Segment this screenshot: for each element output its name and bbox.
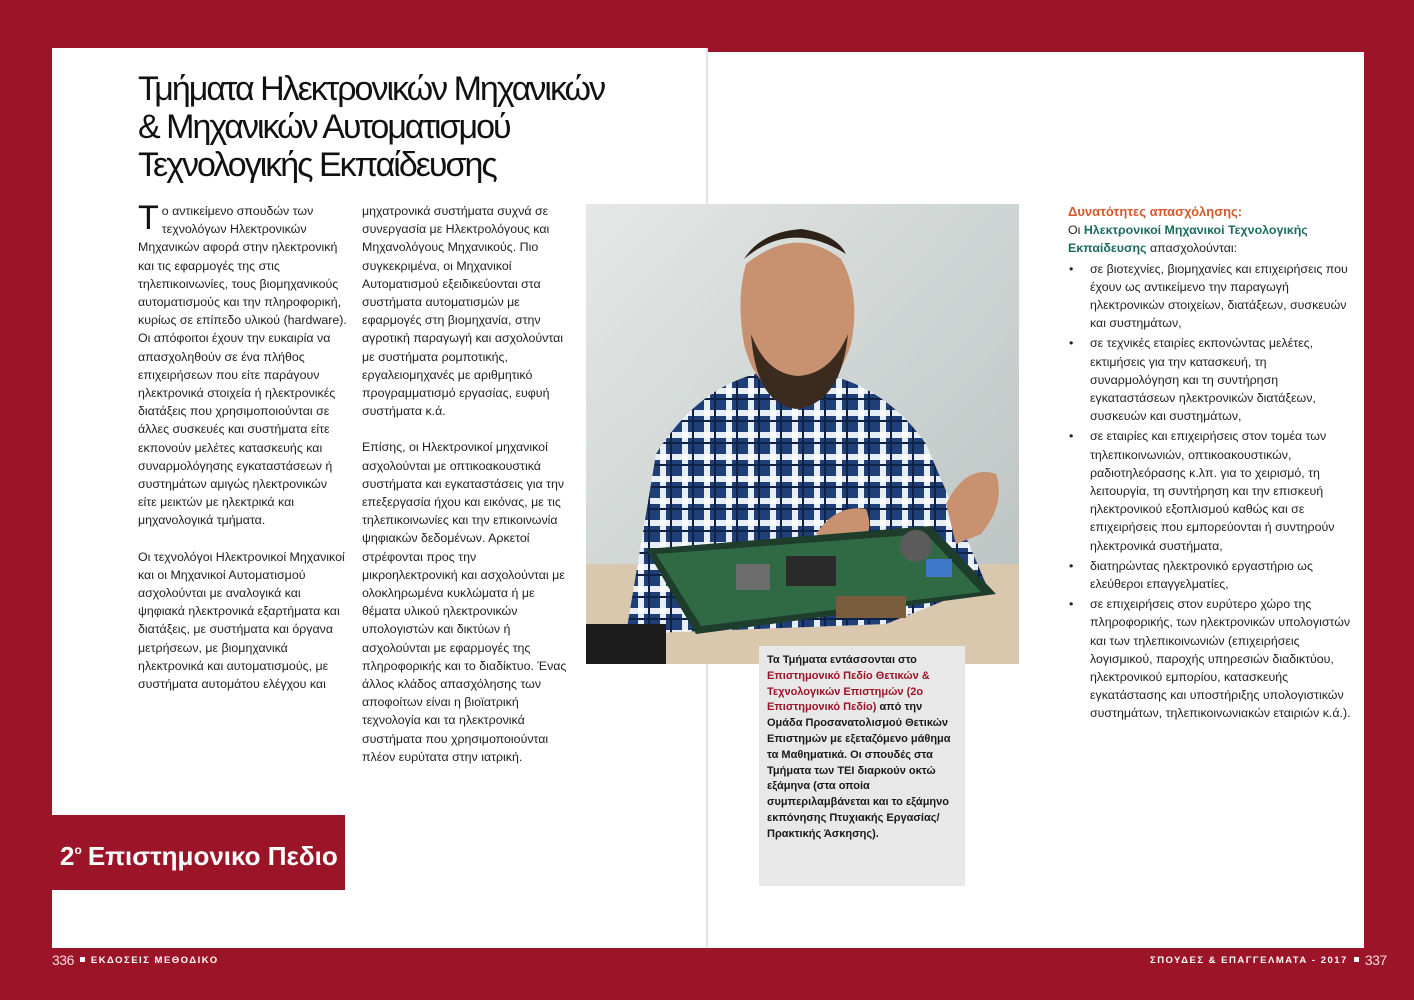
page-number-left: 336 xyxy=(52,952,74,968)
publication-name: ΣΠΟΥΔΕΣ & ΕΠΑΓΓΕΛΜΑΤΑ - 2017 xyxy=(1150,955,1348,966)
square-bullet-icon xyxy=(1354,957,1359,962)
body-column-2 xyxy=(362,202,572,784)
info-caption-box xyxy=(759,646,965,886)
intro-prefix: Οι xyxy=(1068,223,1081,238)
title-line-1: Τμήματα Ηλεκτρονικών Μηχανικών xyxy=(138,70,605,108)
employment-item: • σε εταιρίες και επιχειρήσεις στον τομέα των τηλεπικοινωνιών, οπτικοακουστικών, ραδιοτηλεόρασης κ.λπ. για το χειρισμό, τη λειτουργία, τη συντήρηση και την επισκευή ηλεκτρονικού εξοπλισμού καθώς και σε επιχειρήσεις που εμπορεύονται ή συντηρούν ηλεκτρονικά συστήματα, xyxy=(1068,427,1358,554)
employment-item: • σε τεχνικές εταιρίες εκπονώντας μελέτες, εκτιμήσεις για την κατασκευή, τη συναρμολόγηση και τη συντήρηση εγκαταστάσεων ηλεκτρονικών διατάξεων, συσκευών και συστημάτων, xyxy=(1068,334,1358,425)
title-line-3: Τεχνολογικής Εκπαίδευσης xyxy=(138,146,496,184)
employment-heading: Δυνατότητες απασχόλησης: xyxy=(1068,204,1243,219)
intro-paragraph-text: ο αντικείμενο σπουδών των τεχνολόγων Ηλεκτρονικών Μηχανικών αφορά στην ηλεκτρονική και τις εφαρμογές της στις τηλεπικοινωνίες, τους βιομηχανικούς αυτοματισμούς και την πληροφορική, κυρίως σε επίπεδο υλικού (hardware). Οι απόφοιτοι έχουν την ευκαιρία να απασχοληθούν σε ένα πλήθος επιχειρήσεων που είτε παράγουν ηλεκτρονικά στοιχεία ή ηλεκτρονικές διατάξεις που χρησιμοποιούνται σε άλλες συσκευές και συστήματα είτε εκπονούν μελέτες κατασκευής και συναρμολόγησης εγκαταστάσεων ή συστημάτων αμιγώς ηλεκτρονικών είτε μεικτών με ηλεκτρικά και μηχανολογικά τμήματα. xyxy=(138,204,347,528)
banner-ordinal: ο xyxy=(74,843,82,857)
employment-item: • διατηρώντας ηλεκτρονικό εργαστήριο ως ελεύθεροι επαγγελματίες, xyxy=(1068,557,1358,593)
page-number-right: 337 xyxy=(1364,952,1387,968)
paragraph-technologists: Οι τεχνολόγοι Ηλεκτρονικοί Μηχανικοί και οι Μηχανικοί Αυτοματισμού ασχολούνται με αναλογικά και ψηφιακά ηλεκτρονικά εξαρτήματα και διατάξεις, με συστήματα και όργανα μετρήσεων, με βιομηχανικά ηλεκτρονικά και αυτοματισμούς, με συστήματα αυτομάτου ελέγχου και xyxy=(138,549,345,692)
caption-orientation: από την Ομάδα Προσανατολισμού Θετικών Επιστημών με εξεταζόμενο μάθημα τα Μαθηματικά. xyxy=(767,701,951,761)
employment-list xyxy=(1068,260,1358,723)
title-line-2: & Μηχανικών Αυτοματισμού xyxy=(138,108,510,146)
employment-item: • σε βιοτεχνίες, βιομηχανίες και επιχειρήσεις που έχουν ως αντικείμενο την παραγωγή ηλεκτρονικών στοιχείων, διατάξεων, συσκευών και συστημάτων, xyxy=(1068,260,1358,333)
employment-intro xyxy=(1068,221,1358,257)
paragraph-automation: μηχατρονικά συστήματα συχνά σε συνεργασία με Ηλεκτρολόγους και Μηχανολόγους Μηχανικούς. Πιο συγκεκριμένα, οι Μηχανικοί Αυτοματισμού εξειδικεύονται στα συστήματα αυτοματισμών με εφαρμογές στη βιομηχανία, στην αγροτική παραγωγή και ασχολούνται με συστήματα ρομποτικής, εργαλειομηχανές με αριθμητικό προγραμματισμό εργασίας, ευφυή συστήματα κ.ά. xyxy=(362,204,563,419)
caption-duration: Οι σπουδές στα Τμήματα των ΤΕΙ διαρκούν οκτώ εξάμηνα (στα οποία συμπεριλαμβάνεται και το εξάμηνο εκπόνησης Πτυχιακής Εργασίας/Πρακτικής Άσκησης). xyxy=(767,748,949,840)
intro-suffix: απασχολούνται: xyxy=(1149,241,1238,256)
square-bullet-icon xyxy=(80,957,85,962)
engineer-photo xyxy=(586,204,1019,664)
footer-left xyxy=(52,952,219,968)
scientific-field-banner xyxy=(52,815,345,890)
body-column-1 xyxy=(138,199,348,711)
banner-number: 2 xyxy=(60,841,75,871)
employment-item: • σε επιχειρήσεις στον ευρύτερο χώρο της πληροφορικής, των ηλεκτρονικών υπολογιστών και των τηλεπικοινωνιών (επιχειρήσεις λογισμικού, παροχής υπηρεσιών διαδικτύου, ηλεκτρονικού εμπορίου, κατασκευής εγκατάστασης και υποστήριξης υπολογιστικών συστημάτων, τηλεπικοινωνιακών εταιριών κ.ά.). xyxy=(1068,595,1358,722)
intro-paragraph xyxy=(138,199,348,530)
paragraph-electronics: Επίσης, οι Ηλεκτρονικοί μηχανικοί ασχολούνται με οπτικοακουστικά συστήματα και εγκαταστάσεις για την επεξεργασία ήχου και εικόνας, με τις τηλεπικοινωνίες και την επικοινωνία ψηφιακών δεδομένων. Αρκετοί στρέφονται προς την μικροηλεκτρονική και ασχολούνται με ολοκληρωμένα κυκλώματα ή με θέματα υλικού ηλεκτρονικών υπολογιστών και δικτύων ή ασχολούνται με εφαρμογές της πληροφορικής και το διαδίκτυο. Ένας άλλος κλάδος απασχόλησης των αποφοίτων είναι η βιοϊατρική τεχνολογία και τα ηλεκτρονικά συστήματα που χρησιμοποιούνται πλέον ευρύτατα στην ιατρική. xyxy=(362,440,567,764)
banner-text: Επιστημονικο Πεδιο xyxy=(87,841,338,871)
employment-column xyxy=(1068,203,1358,725)
engineer-illustration xyxy=(586,204,1019,664)
publisher-name: ΕΚΔΟΣΕΙΣ ΜΕΘΟΔΙΚΟ xyxy=(90,955,219,966)
article-title xyxy=(138,70,698,184)
caption-scientific-field: Επιστημονικό Πεδίο Θετικών & Τεχνολογικών Επιστημών (2ο Επιστημονικό Πεδίο) xyxy=(767,669,930,714)
caption-lead: Τα Τμήματα εντάσσονται στο xyxy=(767,654,917,666)
footer-right xyxy=(1150,952,1387,968)
intro-highlight: Ηλεκτρονικοί Μηχανικοί Τεχνολογικής Εκπαίδευσης xyxy=(1068,223,1308,256)
drop-cap: Τ xyxy=(138,199,159,237)
